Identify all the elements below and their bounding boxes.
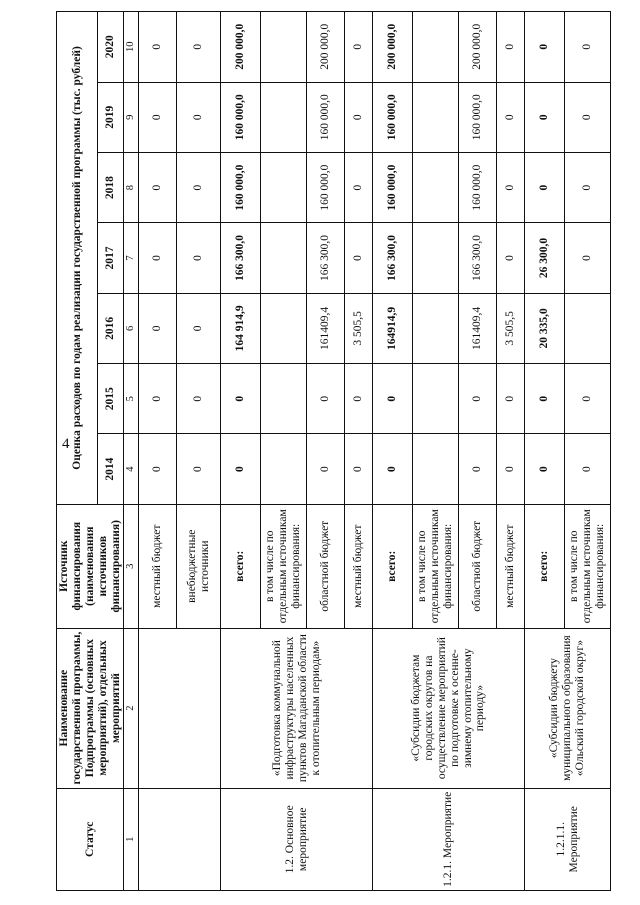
row-value: 0: [565, 82, 611, 152]
row-value: 0: [139, 223, 177, 293]
row-value: 0: [565, 434, 611, 504]
row-value: 0: [177, 223, 221, 293]
row-value: 0: [497, 152, 525, 222]
row-value: [413, 223, 459, 293]
row-value: [261, 293, 307, 363]
row-value: 200 000,0: [307, 12, 345, 83]
row-value: 160 000,0: [373, 152, 413, 222]
row-value: 0: [345, 82, 373, 152]
row-status: [139, 788, 221, 890]
financing-table: [56, 11, 611, 891]
row-value: 0: [139, 82, 177, 152]
column-number: 3: [124, 504, 139, 628]
row-value: [413, 152, 459, 222]
row-value: 0: [525, 12, 565, 83]
row-name: [139, 628, 221, 788]
row-status: 1.2.1. Мероприятие: [373, 788, 525, 890]
row-value: 160 000,0: [459, 152, 497, 222]
header-year: 2017: [98, 223, 124, 293]
column-number: 1: [124, 788, 139, 890]
header-year: 2018: [98, 152, 124, 222]
row-value: 160 000,0: [373, 82, 413, 152]
table-row: [525, 12, 565, 891]
row-value: 0: [459, 434, 497, 504]
row-value: 0: [565, 12, 611, 83]
row-value: 26 300,0: [525, 223, 565, 293]
header-estimate: Оценка расходов по годам реализации государственной программы (тыс. рублей): [57, 12, 98, 505]
header-year: 2020: [98, 12, 124, 83]
row-value: 200 000,0: [373, 12, 413, 83]
row-value: 0: [565, 223, 611, 293]
row-value: 160 000,0: [221, 152, 261, 222]
row-source: всего:: [221, 504, 261, 628]
header-year: 2016: [98, 293, 124, 363]
row-value: 166 300,0: [373, 223, 413, 293]
row-value: [261, 82, 307, 152]
row-value: 0: [345, 364, 373, 434]
row-value: 200 000,0: [459, 12, 497, 83]
column-number: 9: [124, 82, 139, 152]
row-value: 0: [497, 223, 525, 293]
table-row: [221, 12, 261, 891]
row-value: [413, 12, 459, 83]
column-number: 8: [124, 152, 139, 222]
row-value: 161409,4: [459, 293, 497, 363]
row-value: 0: [139, 434, 177, 504]
table-row: [139, 12, 177, 891]
row-value: 20 335,0: [525, 293, 565, 363]
row-value: 0: [497, 434, 525, 504]
header-year: 2015: [98, 364, 124, 434]
row-value: 166 300,0: [307, 223, 345, 293]
row-value: 161409,4: [307, 293, 345, 363]
row-value: [413, 364, 459, 434]
row-value: 0: [139, 364, 177, 434]
row-value: 0: [177, 293, 221, 363]
row-value: [261, 223, 307, 293]
row-status: 1.2.1.1. Мероприятие: [525, 788, 611, 890]
row-source: в том числе по отдельным источникам финансирования:: [565, 504, 611, 628]
row-source: местный бюджет: [139, 504, 177, 628]
column-number: 7: [124, 223, 139, 293]
column-number: 10: [124, 12, 139, 83]
row-value: 0: [221, 364, 261, 434]
row-value: [413, 434, 459, 504]
row-value: [413, 293, 459, 363]
rotated-document-page: [56, 11, 607, 891]
row-value: 0: [565, 364, 611, 434]
row-value: 0: [525, 152, 565, 222]
row-value: 0: [497, 82, 525, 152]
row-value: [413, 82, 459, 152]
row-value: 0: [525, 434, 565, 504]
row-value: 200 000,0: [221, 12, 261, 83]
row-value: 0: [177, 152, 221, 222]
row-value: 0: [345, 434, 373, 504]
row-value: 0: [345, 12, 373, 83]
row-value: 160 000,0: [307, 152, 345, 222]
row-value: [261, 364, 307, 434]
row-value: 0: [497, 364, 525, 434]
header-year: 2019: [98, 82, 124, 152]
row-value: 0: [177, 364, 221, 434]
column-number: 2: [124, 628, 139, 788]
row-value: 3 505,5: [497, 293, 525, 363]
row-value: 0: [373, 364, 413, 434]
row-value: 0: [565, 152, 611, 222]
row-value: 0: [139, 12, 177, 83]
page-number: 4: [62, 436, 70, 452]
row-value: 0: [139, 293, 177, 363]
table-row: [373, 12, 413, 891]
row-name: «Субсидии бюджетам городских округов на осуществление мероприятий по подготовке к осенне-зимнему отопительному периоду»: [373, 628, 525, 788]
row-source: всего:: [525, 504, 565, 628]
row-value: [565, 293, 611, 363]
row-value: 0: [177, 434, 221, 504]
row-value: 0: [177, 12, 221, 83]
header-name: [57, 628, 124, 788]
row-value: [261, 152, 307, 222]
row-source: в том числе по отдельным источникам финансирования:: [261, 504, 307, 628]
row-value: 164 914,9: [221, 293, 261, 363]
row-value: 0: [307, 434, 345, 504]
row-value: 0: [373, 434, 413, 504]
row-source: местный бюджет: [345, 504, 373, 628]
row-name: «Субсидии бюджету муниципального образования «Ольский городской округ»: [525, 628, 611, 788]
row-source: в том числе по отдельным источникам финансирования:: [413, 504, 459, 628]
header-name-line1: Наименование государственной программы,: [58, 631, 83, 785]
row-value: 0: [139, 152, 177, 222]
row-source: местный бюджет: [497, 504, 525, 628]
row-value: 0: [177, 82, 221, 152]
row-value: 0: [307, 364, 345, 434]
row-value: 0: [221, 434, 261, 504]
row-value: 0: [525, 364, 565, 434]
row-value: 160 000,0: [459, 82, 497, 152]
header-status: Статус: [57, 788, 124, 890]
row-source: всего:: [373, 504, 413, 628]
row-value: 166 300,0: [221, 223, 261, 293]
header-source: Источник финансирования (наименования источников финансирования): [57, 504, 124, 628]
column-number: 5: [124, 364, 139, 434]
row-value: 160 000,0: [221, 82, 261, 152]
row-value: 160 000,0: [307, 82, 345, 152]
row-value: 0: [459, 364, 497, 434]
row-source: областной бюджет: [307, 504, 345, 628]
header-year: 2014: [98, 434, 124, 504]
row-value: [261, 12, 307, 83]
row-value: 0: [525, 82, 565, 152]
row-status: 1.2. Основное мероприятие: [221, 788, 373, 890]
row-value: 0: [345, 223, 373, 293]
header-name-line2: Подпрограммы (основных мероприятий), отдельных мероприятий: [83, 639, 122, 778]
row-value: 3 505,5: [345, 293, 373, 363]
row-value: 0: [345, 152, 373, 222]
row-value: 166 300,0: [459, 223, 497, 293]
column-number: 6: [124, 293, 139, 363]
row-value: 0: [497, 12, 525, 83]
row-value: [261, 434, 307, 504]
column-number: 4: [124, 434, 139, 504]
row-name: «Подготовка коммунальной инфраструктуры населенных пунктов Магаданской области к отопительным периодам»: [221, 628, 373, 788]
row-source: внебюджетные источники: [177, 504, 221, 628]
row-source: областной бюджет: [459, 504, 497, 628]
row-value: 164914,9: [373, 293, 413, 363]
